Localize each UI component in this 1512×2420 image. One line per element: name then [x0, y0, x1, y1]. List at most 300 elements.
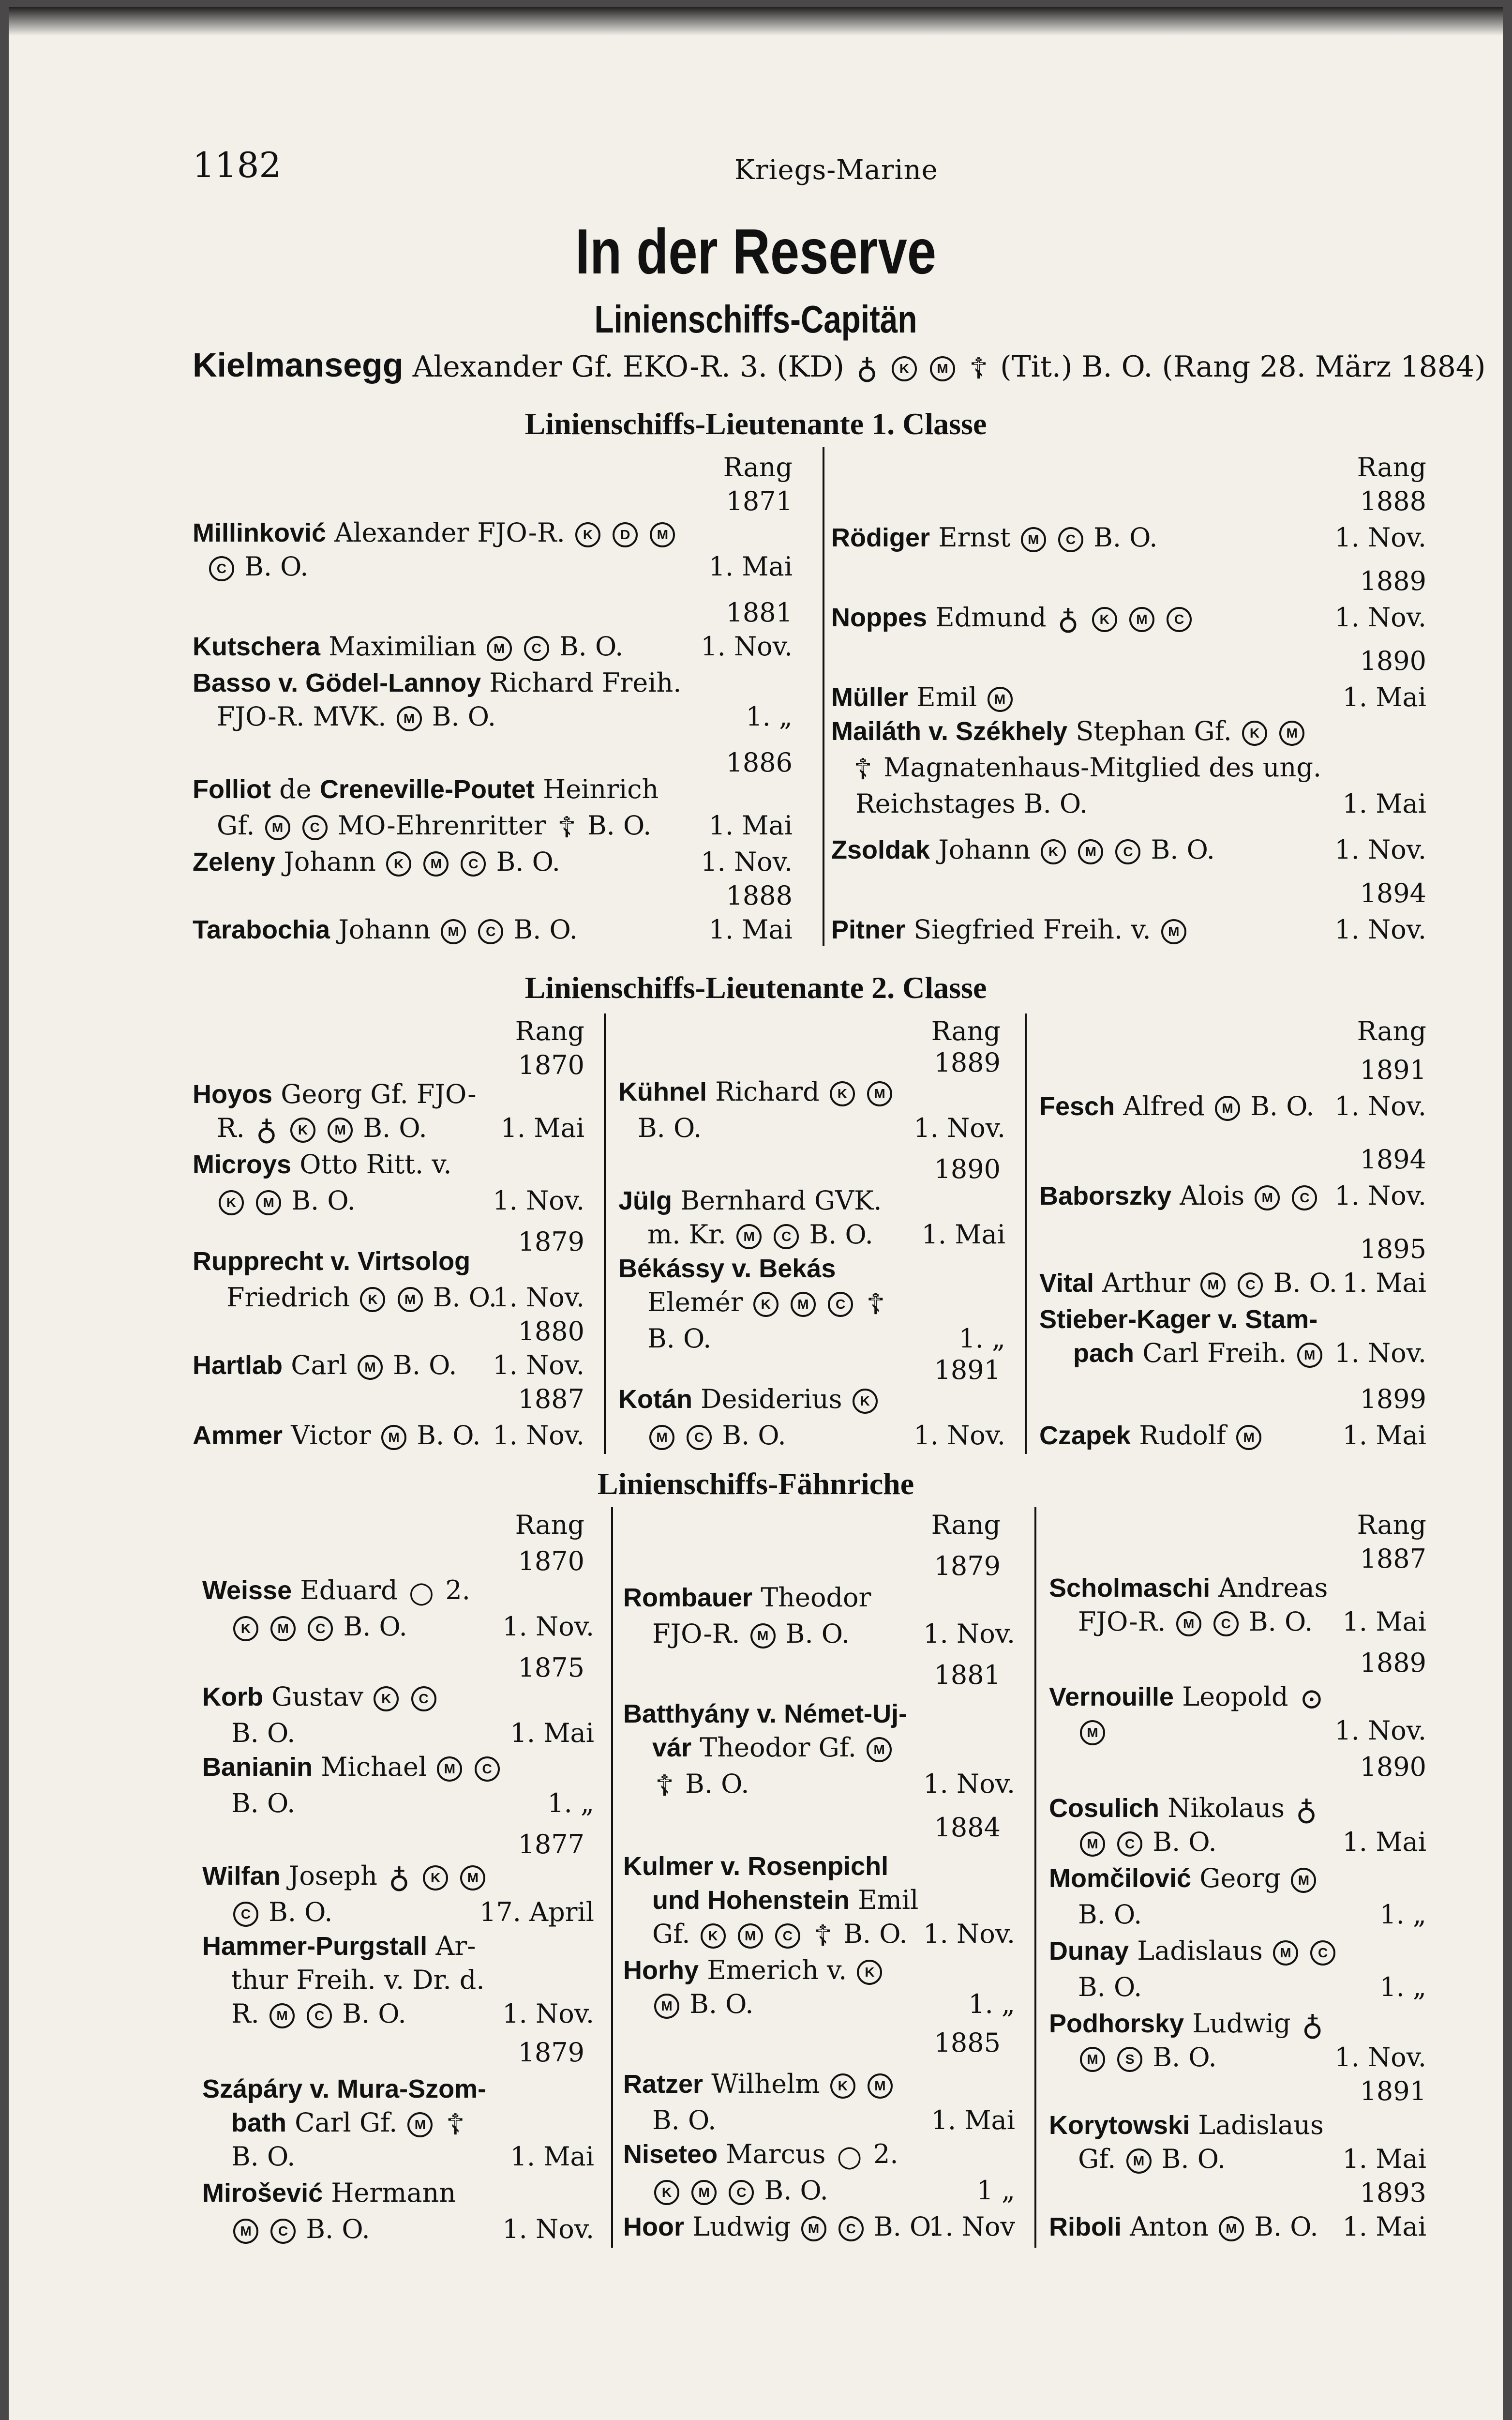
k-medal-icon: K: [830, 1081, 855, 1106]
entry-date: 1. Mai: [1342, 1606, 1426, 1637]
m-medal-icon: M: [460, 1865, 485, 1891]
entry-date: 1. „: [746, 701, 793, 732]
entry-date: 1. Nov.: [1334, 914, 1426, 945]
entry-name: Cosulich: [1049, 1794, 1160, 1823]
entry-continuation: B. O.: [1078, 1899, 1142, 1930]
entry-text: Richard Freih.: [489, 667, 682, 698]
knot-icon: ♁: [1302, 2009, 1323, 2042]
c-medal-icon: C: [774, 1224, 799, 1249]
entry-continuation: [231, 1611, 407, 1642]
entry-podhorsky: [1049, 2008, 1326, 2042]
entry-continuation: [652, 1991, 753, 2019]
entry-name: Kotán: [618, 1385, 692, 1414]
entry-date: 1. Nov.: [1334, 834, 1426, 865]
entry-continuation: [652, 1887, 918, 1913]
entry-continuation: [231, 1998, 406, 2029]
captain-rank: (Tit.) B. O. (Rang 28. März 1884): [1000, 350, 1486, 384]
running-title: Kriegs-Marine: [734, 154, 938, 186]
d-medal-icon: D: [613, 522, 638, 547]
cross-icon: ☦: [866, 1287, 885, 1321]
rang-year: 1871: [726, 486, 793, 516]
entry-name: Noppes: [831, 603, 928, 632]
m-medal-icon: M: [691, 2180, 717, 2205]
entry-continuation: B. O.: [647, 1323, 712, 1354]
entry-text: Friedrich: [226, 1282, 350, 1313]
entry-name: Ratzer: [623, 2070, 704, 2099]
entry-date: 1. Nov.: [1334, 2042, 1426, 2072]
entry-name: Wilfan: [202, 1861, 281, 1891]
m-medal-icon: M: [738, 1923, 763, 1949]
entry-text: Otto Ritt. v.: [299, 1149, 452, 1180]
m-medal-icon: M: [1126, 2148, 1152, 2174]
rang-year: 1890: [1360, 646, 1426, 676]
entry-text: B. O.: [393, 1350, 457, 1380]
rang-year: 1888: [726, 880, 793, 911]
entry-momcilovic: [1049, 1865, 1318, 1893]
entry-text: B. O.: [587, 810, 652, 841]
c-medal-icon: C: [308, 1616, 333, 1641]
entry-date: 1. „: [1379, 1972, 1426, 2002]
entry-date: 1. Mai: [1342, 788, 1426, 819]
m-medal-icon: M: [750, 1623, 776, 1649]
entry-text: Johann: [284, 847, 376, 877]
m-medal-icon: M: [649, 1425, 674, 1450]
entry-name: und Hohenstein: [652, 1886, 850, 1915]
entry-date: 1. Mai: [1342, 1827, 1426, 1857]
entry-date: 17. April: [479, 1897, 594, 1927]
entry-name: Kühnel: [618, 1077, 707, 1106]
rang-year: 1879: [518, 2037, 584, 2068]
entry-name: Tarabochia: [193, 915, 330, 944]
entry-text: B. O.: [269, 1897, 333, 1927]
cross-icon: ☦: [557, 811, 576, 845]
c-medal-icon: C: [1310, 1940, 1335, 1966]
entry-continuation: [652, 1921, 908, 1951]
m-medal-icon: M: [1215, 1096, 1240, 1121]
m-medal-icon: M: [256, 1190, 281, 1215]
entry-date: 1. Nov.: [701, 631, 793, 662]
rang-year: 1889: [1360, 1648, 1426, 1678]
entry-text: Ladislaus: [1198, 2110, 1324, 2140]
entry-text: B. O.: [1161, 2144, 1226, 2174]
entry-name: Hartlab: [193, 1351, 283, 1380]
entry-name: bath: [231, 2108, 286, 2137]
entry-text: FJO-R.: [652, 1618, 740, 1649]
rang-year: 1879: [518, 1226, 584, 1257]
entry-text: Rudolf: [1139, 1420, 1227, 1451]
m-medal-icon: M: [736, 1224, 762, 1249]
entry-date: 1. Nov.: [1334, 1338, 1426, 1368]
c-medal-icon: C: [475, 1756, 500, 1782]
entry-continuation: thur Freih. v. Dr. d.: [231, 1965, 485, 1995]
m-medal-icon: M: [1078, 839, 1103, 864]
knot-icon: ♁: [1296, 1793, 1317, 1827]
entry-date: 1. Nov.: [923, 1919, 1015, 1949]
entry-text: Alexander FJO-R.: [334, 517, 565, 548]
k-medal-icon: K: [423, 1865, 448, 1891]
entry-name: Riboli: [1049, 2212, 1122, 2241]
entry-dunay: [1049, 1938, 1337, 1966]
m-medal-icon: M: [269, 2003, 295, 2028]
entry-name: Microys: [193, 1150, 292, 1179]
rang-year: 1880: [518, 1316, 584, 1346]
rang-year: 1885: [934, 2027, 1001, 2058]
entry-text: Leopold: [1182, 1681, 1288, 1712]
entry-date: 1. „: [958, 1323, 1005, 1354]
entry-banianin: [202, 1754, 502, 1782]
entry-text: B. O.: [1248, 1606, 1313, 1637]
entry-text: Elemér: [647, 1287, 743, 1317]
entry-name: Basso v. Gödel-Lannoy: [193, 668, 481, 697]
c-medal-icon: C: [461, 851, 486, 877]
entry-text: Emerich v.: [707, 1955, 847, 1985]
k-medal-icon: K: [753, 1292, 778, 1317]
m-medal-icon: M: [270, 1616, 296, 1641]
entry-date: 1. Mai: [500, 1113, 584, 1143]
m-medal-icon: M: [437, 1756, 462, 1782]
entry-name: Baborszky: [1039, 1181, 1172, 1210]
entry-date: 1. Nov.: [1334, 522, 1426, 553]
entry-continuation: [231, 2107, 468, 2142]
entry-text: Gf.: [217, 810, 255, 841]
entry-continuation: [231, 2216, 370, 2244]
entry-text: B. O.: [685, 1769, 749, 1799]
entry-date: 1. Nov.: [701, 847, 793, 877]
entry-text: Richard: [715, 1076, 820, 1107]
m-medal-icon: M: [1236, 1425, 1261, 1450]
entry-continuation: [652, 1618, 850, 1649]
rang-year: 1879: [934, 1551, 1001, 1581]
entry-name: Kutschera: [193, 632, 321, 661]
rang-year: 1877: [518, 1829, 584, 1860]
c-medal-icon: C: [838, 2216, 864, 2241]
page: [9, 7, 1503, 2420]
rang-year: 1895: [1360, 1234, 1426, 1264]
ring-icon: ○: [837, 2139, 862, 2173]
entry-date: 1. Mai: [1342, 682, 1426, 712]
m-medal-icon: M: [1129, 607, 1154, 632]
entry-text: B. O.: [809, 1219, 873, 1250]
captain-name: Kielmansegg: [193, 346, 404, 384]
entry-name: Fesch: [1039, 1092, 1115, 1121]
entry-date: 1. Nov.: [493, 1350, 584, 1380]
entry-cosulich: [1049, 1795, 1320, 1825]
m-medal-icon: M: [867, 1737, 892, 1762]
entry-text: Ernst: [938, 522, 1011, 553]
entry-text: Edmund: [935, 602, 1047, 633]
entry-text: B. O.: [764, 2175, 828, 2206]
entry-text: Georg Gf. FJO-: [281, 1079, 477, 1109]
entry-text: B. O.: [513, 914, 578, 945]
entry-text: R.: [231, 1998, 259, 2029]
entry-text: Ladislaus: [1137, 1936, 1263, 1966]
entry-text: Ludwig: [692, 2211, 791, 2242]
entry-mirosevic: [202, 2180, 456, 2206]
rang-year: 1889: [1360, 566, 1426, 596]
entry-batthyany: [623, 1701, 907, 1727]
entry-text: Theodor: [761, 1582, 871, 1613]
rang-year: 1870: [518, 1050, 584, 1080]
entry-date: 1. „: [547, 1788, 594, 1818]
m-medal-icon: M: [867, 1081, 892, 1106]
ring-icon: ○: [408, 1575, 434, 1609]
entry-name: Horhy: [623, 1956, 699, 1985]
entry-date: 1. Mai: [708, 810, 793, 841]
rang-year: 1889: [934, 1047, 1001, 1078]
entry-text: Bernhard GVK.: [680, 1185, 882, 1216]
entry-name: Scholmaschi: [1049, 1573, 1211, 1603]
k-medal-icon: K: [360, 1287, 385, 1312]
k-medal-icon: K: [892, 356, 917, 381]
rang-year: 1887: [1360, 1543, 1426, 1574]
entry-name: Pitner: [831, 915, 906, 944]
entry-text: Carl: [291, 1350, 347, 1380]
entry-continuation: [652, 1732, 894, 1763]
entry-text: Theodor Gf.: [700, 1732, 856, 1763]
k-medal-icon: K: [386, 851, 411, 877]
column-divider: [1034, 1507, 1036, 2248]
m-medal-icon: M: [988, 687, 1013, 712]
c-medal-icon: C: [524, 636, 549, 661]
cross-icon: ☦: [853, 753, 872, 786]
c-medal-icon: C: [775, 1923, 800, 1949]
cross-icon: ☦: [655, 1769, 674, 1803]
entry-name: Szápáry v. Mura-Szom-: [202, 2074, 487, 2103]
entry-date: 1. Nov.: [1334, 1091, 1426, 1121]
entry-name: Rupprecht v. Virtsolog: [193, 1247, 471, 1276]
rang-year: 1891: [1360, 2076, 1426, 2106]
knot-icon: ♁: [389, 1861, 410, 1895]
entry-text: Emil: [916, 682, 977, 712]
entry-riboli: [1049, 2211, 1318, 2242]
k-medal-icon: K: [290, 1118, 315, 1143]
entry-continuation: B. O.: [638, 1113, 702, 1143]
rang-header: Rang: [1357, 1016, 1426, 1046]
m-medal-icon: M: [801, 2216, 826, 2241]
knot-icon: ♁: [256, 1113, 277, 1147]
m-medal-icon: M: [265, 815, 290, 840]
section-title-lt2: Linienschiffs-Lieutenante 2. Classe: [524, 970, 987, 1005]
entry-text: Alfred: [1123, 1091, 1205, 1121]
entry-name: Weisse: [202, 1576, 292, 1605]
entry-date: 1. Nov.: [502, 2214, 594, 2244]
captain-text: Alexander Gf. EKO-R. 3. (KD): [412, 350, 844, 384]
rang-header: Rang: [515, 1510, 584, 1540]
m-medal-icon: M: [423, 851, 449, 877]
entry-text: Joseph: [288, 1860, 377, 1891]
m-medal-icon: M: [328, 1118, 353, 1143]
entry-continuation: [1078, 2146, 1226, 2174]
entry-text: B. O.: [559, 631, 624, 662]
entry-continuation: B. O.: [231, 2141, 296, 2172]
rang-year: 1875: [518, 1652, 584, 1683]
entry-date: 1. Nov.: [923, 1618, 1015, 1649]
entry-date: 1. Nov.: [502, 1611, 594, 1642]
entry-text: Johann: [938, 834, 1031, 865]
m-medal-icon: M: [381, 1425, 406, 1450]
entry-date: 1. Nov.: [1334, 1715, 1426, 1746]
entry-name: Békássy v. Bekás: [618, 1254, 836, 1283]
entry-continuation: [231, 1899, 332, 1927]
entry-name: Podhorsky: [1049, 2009, 1184, 2038]
entry-text: Ar-: [435, 1931, 476, 1961]
c-medal-icon: C: [307, 2003, 332, 2028]
entry-szapary: [202, 2076, 486, 2102]
c-medal-icon: C: [411, 1686, 436, 1711]
entry-text: B. O.: [873, 2211, 938, 2242]
k-medal-icon: K: [830, 2073, 855, 2099]
entry-name: Hoor: [623, 2212, 684, 2241]
c-medal-icon: C: [729, 2180, 754, 2205]
knot-icon: ♁: [1057, 603, 1079, 636]
entry-text: B. O.: [722, 1420, 786, 1451]
entry-text: B. O.: [342, 1998, 406, 2029]
entry-date: 1. Nov.: [493, 1420, 584, 1451]
rang-header: Rang: [723, 452, 793, 483]
entry-text: B. O.: [1093, 522, 1158, 553]
entry-date: 1. Mai: [931, 2105, 1015, 2135]
entry-text: B. O.: [343, 1611, 407, 1642]
entry-name: Czapek: [1039, 1421, 1131, 1450]
entry-text: B. O.: [1273, 1268, 1337, 1298]
rang-header: Rang: [931, 1510, 1001, 1540]
entry-continuation: [1078, 1718, 1107, 1745]
entry-text: 2.: [873, 2139, 898, 2169]
m-medal-icon: M: [1219, 2216, 1244, 2241]
m-medal-icon: M: [1255, 1185, 1280, 1210]
rang-year: 1891: [934, 1355, 1001, 1385]
entry-text: B. O.: [1153, 2042, 1217, 2072]
c-medal-icon: C: [1167, 607, 1192, 632]
ensign-section: [9, 7, 1503, 2420]
m-medal-icon: M: [1279, 721, 1304, 746]
m-medal-icon: M: [398, 1287, 423, 1312]
entry-name: Kulmer v. Rosenpichl: [623, 1852, 889, 1881]
m-medal-icon: M: [358, 1355, 383, 1380]
entry-text: Wilhelm: [711, 2069, 820, 2099]
rang-year: 1881: [726, 597, 793, 628]
entry-horhy: [623, 1957, 884, 1985]
m-medal-icon: M: [233, 2219, 258, 2244]
c-medal-icon: C: [1213, 1611, 1239, 1636]
entry-text: Maximilian: [329, 631, 477, 662]
section-title-lt1: Linienschiffs-Lieutenante 1. Classe: [524, 407, 987, 441]
k-medal-icon: K: [1092, 607, 1117, 632]
rang-header: Rang: [515, 1016, 584, 1046]
entry-name: Banianin: [202, 1753, 313, 1782]
m-medal-icon: M: [1273, 1940, 1298, 1966]
entry-text: Johann: [338, 914, 431, 945]
m-medal-icon: M: [1161, 919, 1186, 944]
entry-date: 1. „: [968, 1989, 1015, 2019]
entry-name: Ammer: [193, 1421, 283, 1450]
m-medal-icon: M: [441, 919, 466, 944]
m-medal-icon: M: [930, 356, 955, 381]
entry-text: Stephan Gf.: [1076, 716, 1232, 746]
main-title: In der Reserve: [575, 216, 937, 287]
entry-continuation: B. O.: [1078, 1972, 1142, 2002]
entry-text: Desiderius: [701, 1384, 842, 1414]
entry-name: Müller: [831, 683, 909, 712]
entry-text: Nikolaus: [1168, 1793, 1285, 1823]
entry-vernouille: [1049, 1681, 1327, 1716]
entry-weisse: [202, 1577, 470, 1607]
entry-text: m. Kr.: [647, 1219, 726, 1250]
m-medal-icon: M: [791, 1292, 816, 1317]
entry-name: Zeleny: [193, 847, 276, 877]
section-title-ensigns: Linienschiffs-Fähnriche: [597, 1467, 914, 1501]
c-medal-icon: C: [1117, 1831, 1142, 1857]
cross-icon: ☦: [813, 1919, 833, 1953]
k-medal-icon: K: [374, 1686, 399, 1711]
entry-text: Arthur: [1102, 1268, 1191, 1298]
c-medal-icon: C: [302, 815, 328, 840]
k-medal-icon: K: [219, 1190, 244, 1215]
entry-continuation: B. O.: [231, 1788, 296, 1818]
entry-text: B. O.: [417, 1420, 481, 1451]
entry-date: 1. Mai: [1342, 2144, 1426, 2174]
entry-name: Vital: [1039, 1269, 1094, 1298]
c-medal-icon: C: [270, 2219, 296, 2244]
entry-text: B. O.: [1250, 1091, 1315, 1121]
section-title-captain: Linienschiffs-Capitän: [594, 298, 917, 341]
m-medal-icon: M: [1297, 1343, 1322, 1368]
c-medal-icon: C: [1058, 527, 1083, 552]
entry-text: Georg: [1199, 1863, 1281, 1893]
entry-text: Emil: [858, 1885, 919, 1915]
entry-text: Andreas: [1218, 1573, 1328, 1603]
m-medal-icon: M: [1080, 2047, 1105, 2072]
entry-continuation: [652, 1769, 749, 1803]
entry-text: R.: [217, 1113, 245, 1143]
entry-text: de: [279, 774, 312, 804]
entry-name: Mirošević: [202, 2178, 323, 2208]
entry-name: Vernouille: [1049, 1682, 1174, 1711]
entry-text: B. O.: [363, 1113, 427, 1143]
k-medal-icon: K: [1041, 839, 1066, 864]
m-medal-icon: M: [407, 2112, 433, 2137]
entry-date: 1. Nov: [928, 2211, 1015, 2242]
c-medal-icon: C: [209, 556, 234, 581]
entry-kulmer: [623, 1853, 888, 1879]
entry-text: Anton: [1130, 2211, 1209, 2242]
rang-year: 1870: [518, 1546, 584, 1576]
k-medal-icon: K: [575, 522, 600, 547]
entry-date: 1. Nov.: [923, 1769, 1015, 1799]
entry-text: FJO-R. MVK.: [217, 701, 387, 732]
c-medal-icon: C: [828, 1292, 853, 1317]
entry-text: Marcus: [726, 2139, 826, 2169]
entry-text: B. O.: [244, 551, 309, 582]
rang-year: 1893: [1360, 2178, 1426, 2208]
m-medal-icon: M: [397, 706, 422, 731]
entry-date: 1. Mai: [1342, 2211, 1426, 2242]
entry-date: 1. Nov.: [913, 1113, 1005, 1143]
entry-date: 1. Mai: [1342, 1420, 1426, 1451]
entry-text: Carl Freih.: [1142, 1338, 1287, 1368]
rang-year: 1894: [1360, 1144, 1426, 1175]
m-medal-icon: M: [1021, 527, 1046, 552]
entry-name: Hammer-Purgstall: [202, 1932, 428, 1961]
entry-date: 1. Nov.: [502, 1998, 594, 2029]
m-medal-icon: M: [868, 2073, 893, 2099]
entry-scholmaschi: [1049, 1575, 1328, 1601]
entry-text: B. O.: [1153, 1827, 1217, 1857]
entry-text: Magnatenhaus-Mitglied des ung.: [883, 752, 1322, 783]
k-medal-icon: K: [857, 1960, 882, 1985]
rang-year: 1891: [1360, 1055, 1426, 1085]
entry-hammer-purgstall: [202, 1933, 476, 1959]
